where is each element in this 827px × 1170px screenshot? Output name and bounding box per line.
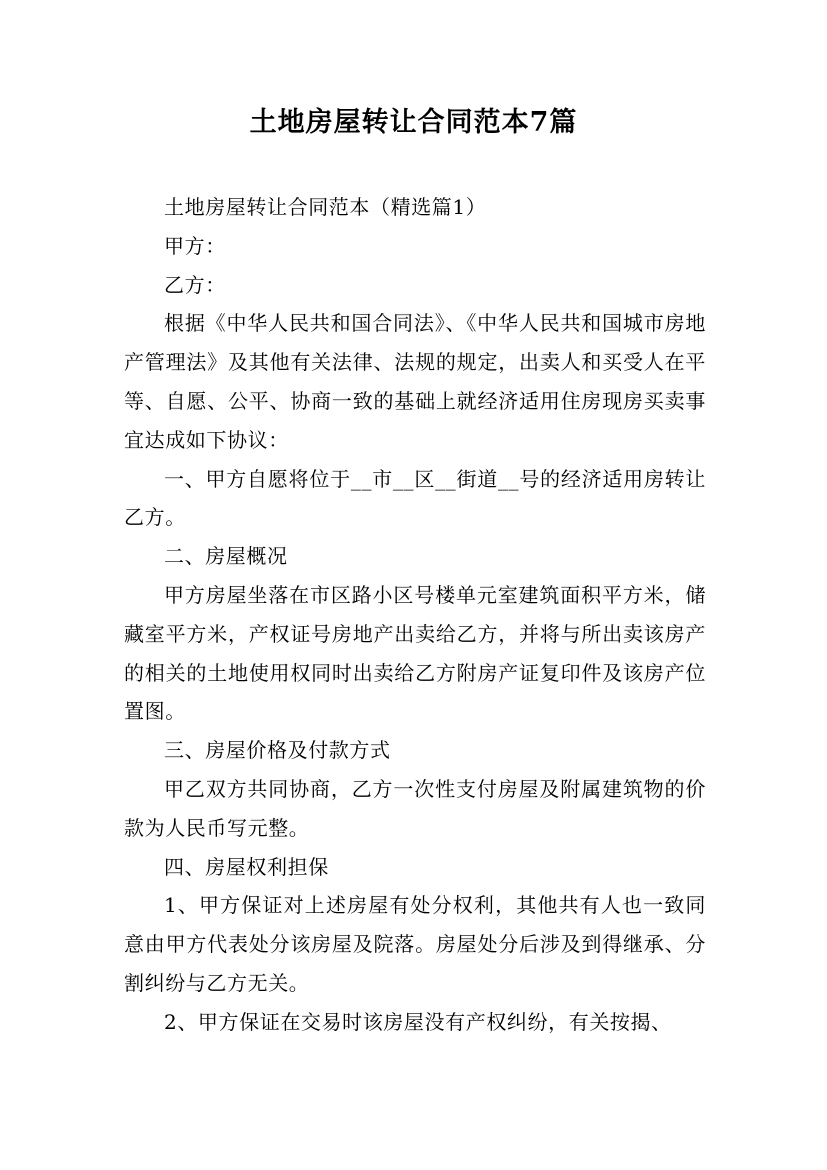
document-title: 土地房屋转让合同范本7篇 (249, 107, 578, 138)
paragraph-section-4: 四、房屋权利担保 (164, 854, 329, 879)
paragraph-clause-1: 一、甲方自愿将位于__市__区__街道__号的经济适用房转让乙方。 (124, 466, 706, 530)
paragraph-heading: 土地房屋转让合同范本（精选篇1） (164, 195, 487, 219)
paragraph-section-3: 三、房屋价格及付款方式 (164, 738, 391, 763)
paragraph-guarantee-2: 2、甲方保证在交易时该房屋没有产权纠纷，有关按揭、 (164, 1009, 672, 1034)
paragraph-section-2: 二、房屋概况 (164, 544, 288, 569)
paragraph-party-a: 甲方： (164, 233, 226, 258)
document-body (124, 188, 706, 1042)
paragraph-preamble: 根据《中华人民共和国合同法》、《中华人民共和国城市房地产管理法》及其他有关法律、法规的规定，出卖人和买受人在平等、自愿、公平、协商一致的基础上就经济适用住房现房买卖事宜达成如下协议： (124, 311, 706, 452)
paragraph-party-b: 乙方： (164, 272, 226, 297)
paragraph-guarantee-1: 1、甲方保证对上述房屋有处分权利，其他共有人也一致同意由甲方代表处分该房屋及院落。房屋处分后涉及到得继承、分割纠纷与乙方无关。 (124, 893, 706, 995)
paragraph-payment: 甲乙双方共同协商，乙方一次性支付房屋及附属建筑物的价款为人民币写元整。 (124, 776, 706, 840)
paragraph-property-details: 甲方房屋坐落在市区路小区号楼单元室建筑面积平方米，储藏室平方米，产权证号房地产出卖给乙方，并将与所出卖该房产的相关的土地使用权同时出卖给乙方附房产证复印件及该房产位置图。 (124, 582, 706, 724)
